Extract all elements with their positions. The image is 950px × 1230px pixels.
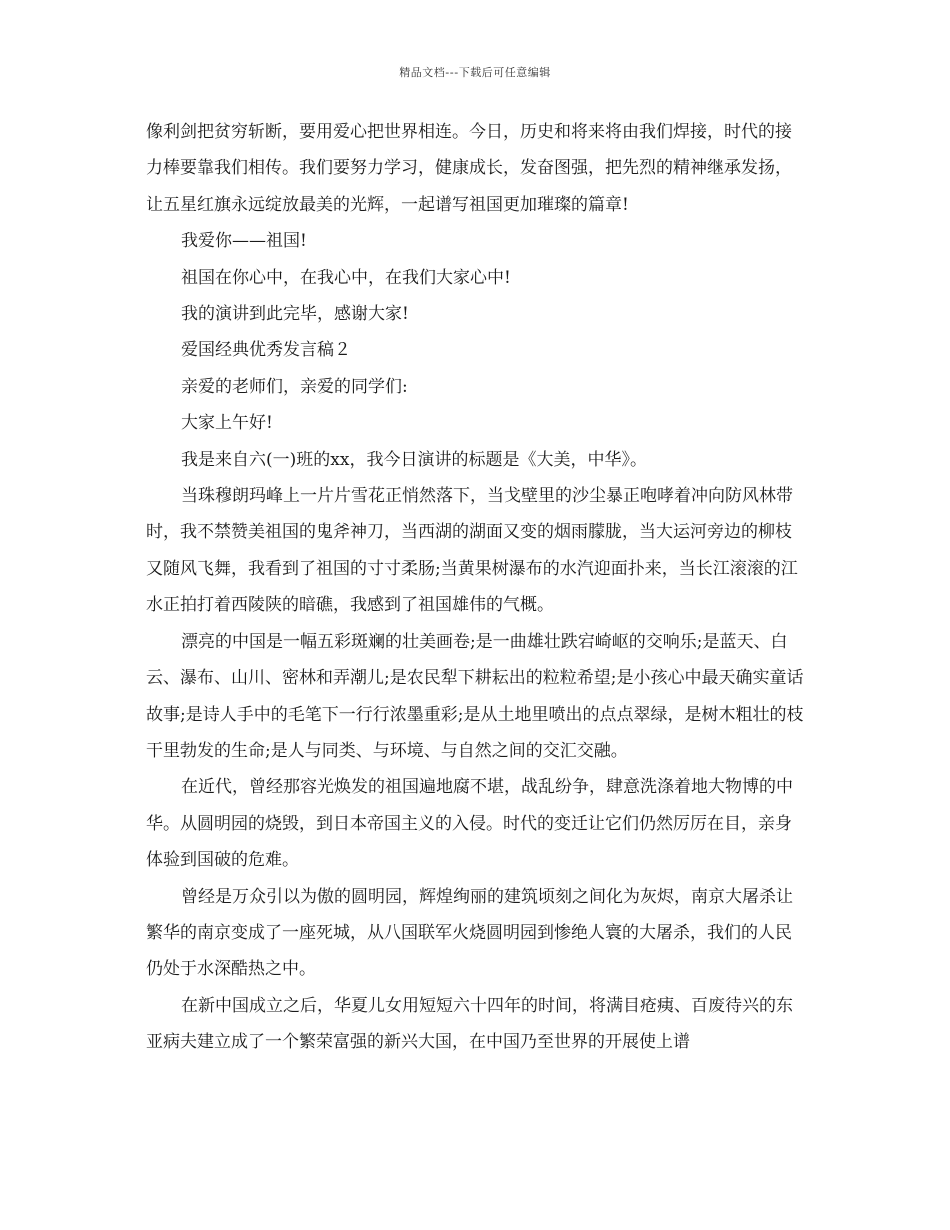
paragraph-continuation: 像利剑把贫穷斩断，要用爱心把世界相连。今日，历史和将来将由我们焊接，时代的接力棒要靠我们相传。我们要努力学习，健康成长，发奋图强，把先烈的精神继承发扬，让五星红旗永远绽放最美的光辉，一起谱写祖国更加璀璨的篇章! <box>146 122 792 215</box>
document-body <box>146 114 808 1061</box>
paragraph: 曾经是万众引以为傲的圆明园，辉煌绚丽的建筑顷刻之间化为灰烬，南京大屠杀让繁华的南京变成了一座死城，从八国联军火烧圆明园到惨绝人寰的大屠杀，我们的人民仍处于水深酷热之中。 <box>146 886 793 980</box>
page-header: 精品文档---下载后可任意编辑 <box>399 66 551 79</box>
section-title: 爱国经典优秀发言稿２ <box>181 340 351 361</box>
paragraph: 在新中国成立之后，华夏儿女用短短六十四年的时间，将满目疮痍、百废待兴的东亚病夫建立成了一个繁荣富强的新兴大国，在中国乃至世界的开展使上谱 <box>146 995 793 1053</box>
salutation: 亲爱的老师们，亲爱的同学们: <box>181 376 408 397</box>
paragraph: 漂亮的中国是一幅五彩斑斓的壮美画卷;是一曲雄壮跌宕崎岖的交响乐;是蓝天、白云、瀑布、山川、密林和弄潮儿;是农民犁下耕耘出的粒粒希望;是小孩心中最天确实童话故事;是诗人手中的毛笔下一行行浓墨重彩;是从土地里喷出的点点翠绿，是树木粗壮的枝干里勃发的生命;是人与同类、与环境、与自然之间的交汇交融。 <box>146 631 804 761</box>
greeting: 大家上午好! <box>181 413 273 434</box>
paragraph: 祖国在你心中，在我心中，在我们大家心中! <box>181 267 511 288</box>
paragraph: 我的演讲到此完毕，感谢大家! <box>181 304 409 325</box>
paragraph: 我爱你——祖国! <box>181 231 307 252</box>
paragraph: 当珠穆朗玛峰上一片片雪花正悄然落下，当戈壁里的沙尘暴正咆哮着冲向防风林带时，我不禁赞美祖国的鬼斧神刀，当西湖的湖面又变的烟雨朦胧，当大运河旁边的柳枝又随风飞舞，我看到了祖国的寸寸柔肠;当黄果树瀑布的水汽迎面扑来，当长江滚滚的江水正拍打着西陵陕的暗礁，我感到了祖国雄伟的气概。 <box>146 486 798 616</box>
paragraph: 在近代，曾经那容光焕发的祖国遍地腐不堪，战乱纷争，肆意洗涤着地大物博的中华。从圆明园的烧毁，到日本帝国主义的入侵。时代的变迁让它们仍然厉厉在目，亲身体验到国破的危难。 <box>146 777 793 871</box>
paragraph: 我是来自六(一)班的xx，我今日演讲的标题是《大美，中华》。 <box>181 449 647 470</box>
